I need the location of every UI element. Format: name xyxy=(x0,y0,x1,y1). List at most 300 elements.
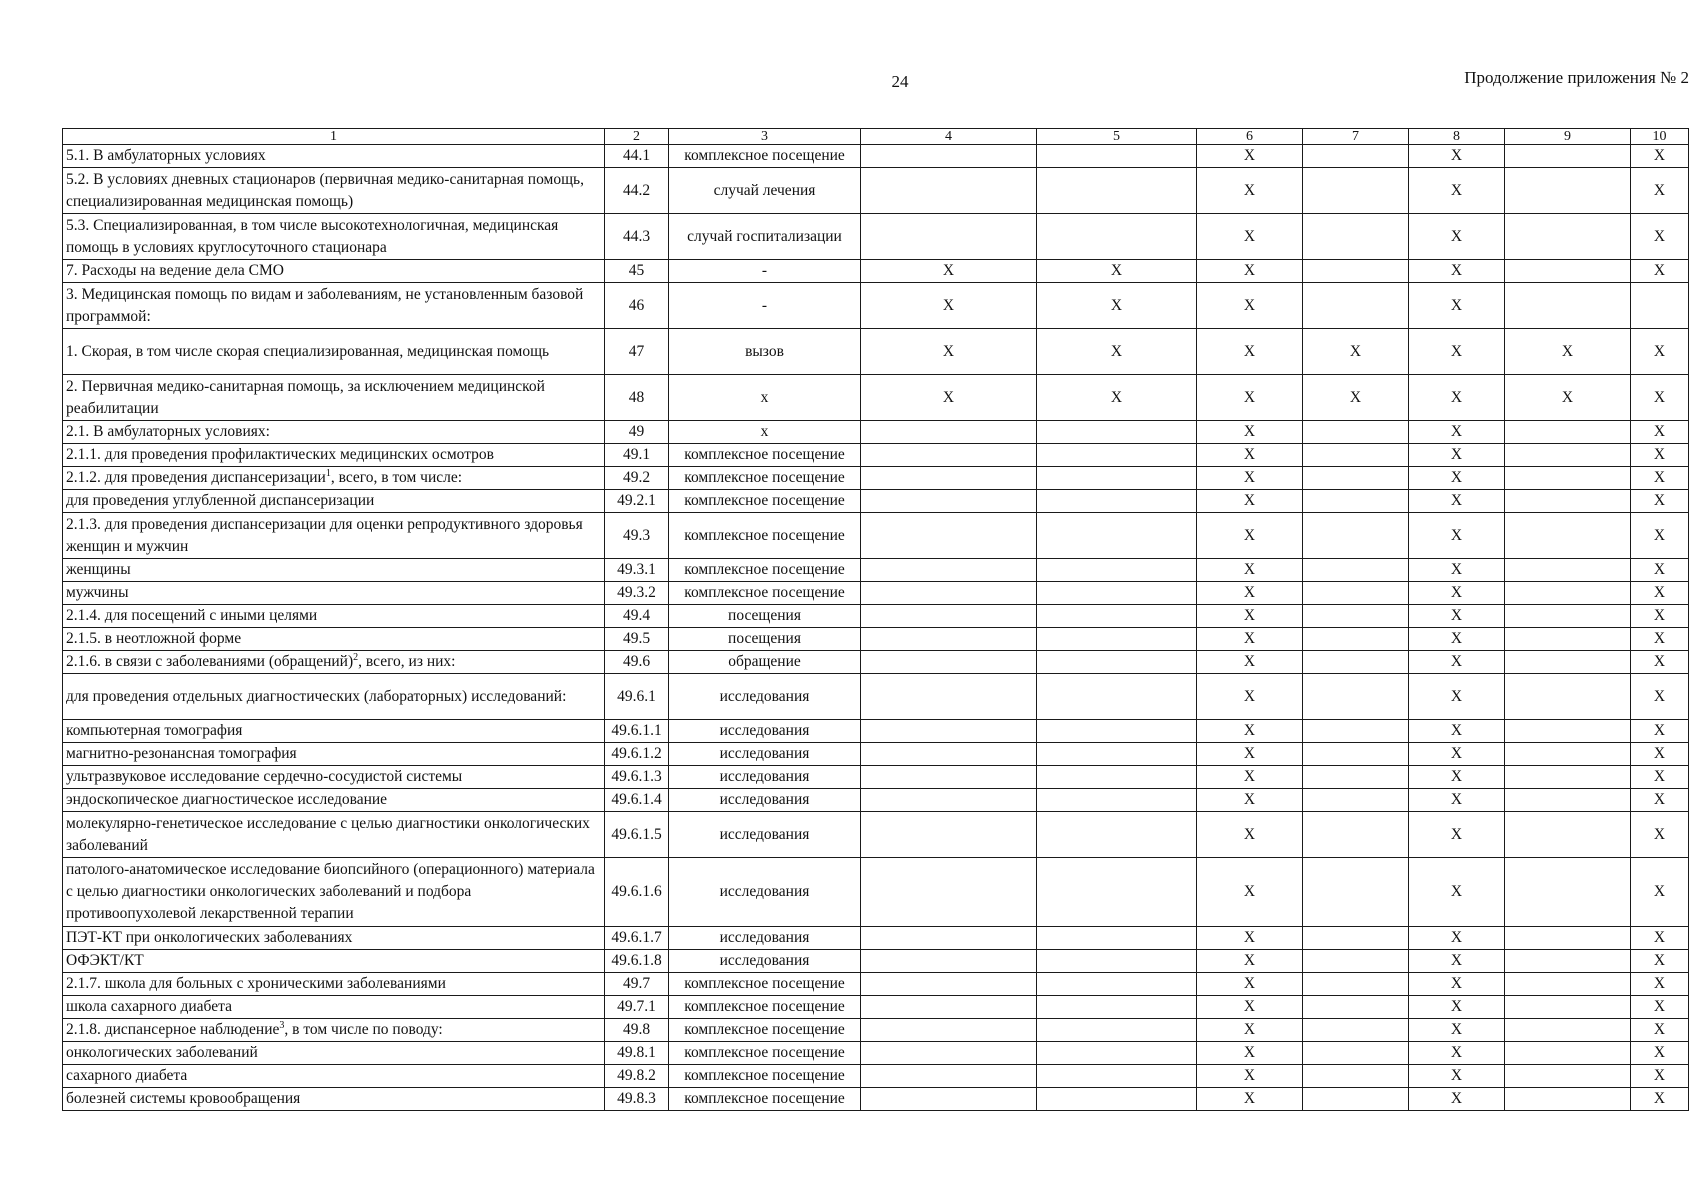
mark-cell-8: Х xyxy=(1409,674,1505,720)
mark-cell-5 xyxy=(1037,1019,1197,1042)
mark-cell-7 xyxy=(1303,444,1409,467)
mark-cell-10: Х xyxy=(1631,927,1689,950)
row-name xyxy=(63,743,605,766)
table-row xyxy=(63,996,1689,1019)
mark-cell-7 xyxy=(1303,766,1409,789)
row-name-text: патолого-анатомическое исследование биопсийного (операционного) материала с целью диагностики онкологических заболеваний и подбора противоопухолевой лекарственной терапии xyxy=(66,861,595,922)
row-name xyxy=(63,605,605,628)
row-unit: случай лечения xyxy=(669,168,861,214)
mark-cell-8: Х xyxy=(1409,927,1505,950)
table-row xyxy=(63,444,1689,467)
mark-cell-5 xyxy=(1037,168,1197,214)
mark-cell-5 xyxy=(1037,927,1197,950)
row-code: 48 xyxy=(605,375,669,421)
mark-cell-9 xyxy=(1505,674,1631,720)
mark-cell-5 xyxy=(1037,214,1197,260)
mark-cell-4 xyxy=(861,145,1037,168)
mark-cell-8: Х xyxy=(1409,582,1505,605)
row-unit: исследования xyxy=(669,743,861,766)
row-name-text: 5.2. В условиях дневных стационаров (первичная медико-санитарная помощь, специализированная медицинская помощь) xyxy=(66,170,584,210)
row-name xyxy=(63,766,605,789)
mark-cell-8: Х xyxy=(1409,375,1505,421)
mark-cell-9 xyxy=(1505,214,1631,260)
mark-cell-6: Х xyxy=(1197,1042,1303,1065)
mark-cell-5: Х xyxy=(1037,375,1197,421)
row-name-text: 2.1.3. для проведения диспансеризации для оценки репродуктивного здоровья женщин и мужчин xyxy=(66,515,583,555)
table-row xyxy=(63,260,1689,283)
row-name-text: 7. Расходы на ведение дела СМО xyxy=(66,262,284,279)
mark-cell-6: Х xyxy=(1197,950,1303,973)
table-row xyxy=(63,651,1689,674)
mark-cell-8: Х xyxy=(1409,260,1505,283)
row-name-text: ПЭТ-КТ при онкологических заболеваниях xyxy=(66,929,353,946)
column-number: 1 xyxy=(63,129,605,145)
mark-cell-9 xyxy=(1505,168,1631,214)
table-row xyxy=(63,490,1689,513)
mark-cell-10: Х xyxy=(1631,789,1689,812)
mark-cell-4 xyxy=(861,674,1037,720)
mark-cell-5 xyxy=(1037,973,1197,996)
mark-cell-6: Х xyxy=(1197,674,1303,720)
mark-cell-5 xyxy=(1037,1042,1197,1065)
mark-cell-8: Х xyxy=(1409,1019,1505,1042)
mark-cell-7 xyxy=(1303,973,1409,996)
row-unit: исследования xyxy=(669,858,861,927)
column-number: 6 xyxy=(1197,129,1303,145)
row-name xyxy=(63,1065,605,1088)
mark-cell-6: Х xyxy=(1197,812,1303,858)
table-row xyxy=(63,950,1689,973)
row-name-tail: , в том числе по поводу: xyxy=(284,1021,443,1038)
row-name xyxy=(63,375,605,421)
mark-cell-8: Х xyxy=(1409,214,1505,260)
mark-cell-5 xyxy=(1037,743,1197,766)
row-unit: исследования xyxy=(669,950,861,973)
mark-cell-4: Х xyxy=(861,329,1037,375)
mark-cell-9 xyxy=(1505,766,1631,789)
mark-cell-4 xyxy=(861,1088,1037,1111)
mark-cell-4 xyxy=(861,1042,1037,1065)
row-code: 49.6.1.2 xyxy=(605,743,669,766)
mark-cell-10: Х xyxy=(1631,720,1689,743)
mark-cell-7 xyxy=(1303,743,1409,766)
mark-cell-4 xyxy=(861,467,1037,490)
table-row xyxy=(63,743,1689,766)
mark-cell-5 xyxy=(1037,1065,1197,1088)
mark-cell-6: Х xyxy=(1197,582,1303,605)
row-name-text: ОФЭКТ/КТ xyxy=(66,952,144,969)
mark-cell-5 xyxy=(1037,490,1197,513)
row-unit: комплексное посещение xyxy=(669,1019,861,1042)
mark-cell-9 xyxy=(1505,973,1631,996)
table-row xyxy=(63,789,1689,812)
table-row xyxy=(63,628,1689,651)
mark-cell-5 xyxy=(1037,812,1197,858)
row-name xyxy=(63,674,605,720)
row-code: 49.8.3 xyxy=(605,1088,669,1111)
mark-cell-10: Х xyxy=(1631,1019,1689,1042)
table-row xyxy=(63,214,1689,260)
table-row xyxy=(63,1019,1689,1042)
mark-cell-4 xyxy=(861,743,1037,766)
mark-cell-4 xyxy=(861,513,1037,559)
row-name xyxy=(63,973,605,996)
mark-cell-7: Х xyxy=(1303,329,1409,375)
mark-cell-7 xyxy=(1303,490,1409,513)
mark-cell-8: Х xyxy=(1409,651,1505,674)
mark-cell-7 xyxy=(1303,789,1409,812)
column-number: 7 xyxy=(1303,129,1409,145)
mark-cell-4 xyxy=(861,789,1037,812)
row-unit: исследования xyxy=(669,766,861,789)
mark-cell-7 xyxy=(1303,812,1409,858)
mark-cell-5 xyxy=(1037,559,1197,582)
mark-cell-4 xyxy=(861,812,1037,858)
mark-cell-7 xyxy=(1303,145,1409,168)
row-unit: х xyxy=(669,375,861,421)
column-number: 2 xyxy=(605,129,669,145)
mark-cell-9 xyxy=(1505,513,1631,559)
mark-cell-6: Х xyxy=(1197,720,1303,743)
row-code: 49.3.1 xyxy=(605,559,669,582)
mark-cell-7 xyxy=(1303,720,1409,743)
mark-cell-8: Х xyxy=(1409,467,1505,490)
mark-cell-7 xyxy=(1303,559,1409,582)
mark-cell-10: Х xyxy=(1631,145,1689,168)
row-name-text: 2.1.4. для посещений с иными целями xyxy=(66,607,318,624)
mark-cell-10: Х xyxy=(1631,1065,1689,1088)
mark-cell-9 xyxy=(1505,467,1631,490)
mark-cell-4 xyxy=(861,927,1037,950)
mark-cell-5 xyxy=(1037,766,1197,789)
mark-cell-9 xyxy=(1505,858,1631,927)
mark-cell-4: Х xyxy=(861,375,1037,421)
row-name xyxy=(63,467,605,490)
table-row xyxy=(63,766,1689,789)
mark-cell-8: Х xyxy=(1409,490,1505,513)
row-unit: х xyxy=(669,421,861,444)
mark-cell-6: Х xyxy=(1197,766,1303,789)
mark-cell-8: Х xyxy=(1409,950,1505,973)
table-row xyxy=(63,467,1689,490)
row-name xyxy=(63,950,605,973)
mark-cell-8: Х xyxy=(1409,1088,1505,1111)
mark-cell-8: Х xyxy=(1409,168,1505,214)
table-body xyxy=(63,129,1689,1111)
mark-cell-5 xyxy=(1037,789,1197,812)
mark-cell-10: Х xyxy=(1631,674,1689,720)
row-code: 44.3 xyxy=(605,214,669,260)
column-number: 8 xyxy=(1409,129,1505,145)
row-name-text: ультразвуковое исследование сердечно-сосудистой системы xyxy=(66,768,463,785)
row-code: 49.6.1.5 xyxy=(605,812,669,858)
row-name xyxy=(63,145,605,168)
table-row xyxy=(63,283,1689,329)
mark-cell-10: Х xyxy=(1631,858,1689,927)
mark-cell-6: Х xyxy=(1197,168,1303,214)
mark-cell-8: Х xyxy=(1409,559,1505,582)
mark-cell-6: Х xyxy=(1197,145,1303,168)
table-row xyxy=(63,168,1689,214)
table-row xyxy=(63,421,1689,444)
row-name-text: 2.1.7. школа для больных с хроническими заболеваниями xyxy=(66,975,446,992)
row-name-text: мужчины xyxy=(66,584,129,601)
mark-cell-9 xyxy=(1505,1019,1631,1042)
row-code: 45 xyxy=(605,260,669,283)
row-code: 49.7.1 xyxy=(605,996,669,1019)
mark-cell-7 xyxy=(1303,260,1409,283)
row-name xyxy=(63,996,605,1019)
mark-cell-7 xyxy=(1303,605,1409,628)
table-row xyxy=(63,1088,1689,1111)
mark-cell-7 xyxy=(1303,1088,1409,1111)
row-name xyxy=(63,812,605,858)
mark-cell-4 xyxy=(861,766,1037,789)
footnote-mark: 2 xyxy=(353,651,359,663)
mark-cell-8: Х xyxy=(1409,145,1505,168)
mark-cell-9 xyxy=(1505,996,1631,1019)
row-name-text: школа сахарного диабета xyxy=(66,998,232,1015)
mark-cell-5 xyxy=(1037,582,1197,605)
row-name-text: 5.3. Специализированная, в том числе высокотехнологичная, медицинская помощь в условиях круглосуточного стационара xyxy=(66,216,559,256)
table-row xyxy=(63,1042,1689,1065)
mark-cell-7 xyxy=(1303,283,1409,329)
mark-cell-6: Х xyxy=(1197,260,1303,283)
row-name-tail: , всего, в том числе: xyxy=(330,469,463,486)
mark-cell-8: Х xyxy=(1409,766,1505,789)
row-unit: комплексное посещение xyxy=(669,1042,861,1065)
row-code: 49.8.1 xyxy=(605,1042,669,1065)
mark-cell-4 xyxy=(861,421,1037,444)
row-name-tail: , всего, из них: xyxy=(358,653,456,670)
mark-cell-10: Х xyxy=(1631,743,1689,766)
mark-cell-7 xyxy=(1303,168,1409,214)
mark-cell-4 xyxy=(861,582,1037,605)
row-name-text: для проведения отдельных диагностических (лабораторных) исследований: xyxy=(66,687,567,705)
row-name xyxy=(63,927,605,950)
row-code: 49.2 xyxy=(605,467,669,490)
row-name xyxy=(63,329,605,375)
mark-cell-5 xyxy=(1037,421,1197,444)
row-name xyxy=(63,283,605,329)
mark-cell-9 xyxy=(1505,421,1631,444)
row-code: 49.3.2 xyxy=(605,582,669,605)
row-unit: комплексное посещение xyxy=(669,1065,861,1088)
column-number: 5 xyxy=(1037,129,1197,145)
table-row xyxy=(63,145,1689,168)
table-row xyxy=(63,674,1689,720)
row-name xyxy=(63,582,605,605)
mark-cell-8: Х xyxy=(1409,1042,1505,1065)
mark-cell-6: Х xyxy=(1197,743,1303,766)
mark-cell-7 xyxy=(1303,1019,1409,1042)
mark-cell-10: Х xyxy=(1631,168,1689,214)
mark-cell-9 xyxy=(1505,582,1631,605)
row-unit: исследования xyxy=(669,789,861,812)
mark-cell-6: Х xyxy=(1197,927,1303,950)
mark-cell-4 xyxy=(861,858,1037,927)
row-name xyxy=(63,260,605,283)
mark-cell-9 xyxy=(1505,651,1631,674)
row-code: 49.1 xyxy=(605,444,669,467)
mark-cell-5 xyxy=(1037,467,1197,490)
mark-cell-6: Х xyxy=(1197,996,1303,1019)
row-name-text: 2.1.5. в неотложной форме xyxy=(66,630,242,647)
row-name-text: женщины xyxy=(66,561,131,578)
row-name-text: 2.1.8. диспансерное наблюдение xyxy=(66,1021,280,1038)
mark-cell-9 xyxy=(1505,743,1631,766)
mark-cell-6: Х xyxy=(1197,1065,1303,1088)
mark-cell-6: Х xyxy=(1197,467,1303,490)
row-code: 49.6.1 xyxy=(605,674,669,720)
mark-cell-5 xyxy=(1037,651,1197,674)
row-unit: комплексное посещение xyxy=(669,145,861,168)
row-unit: комплексное посещение xyxy=(669,1088,861,1111)
mark-cell-5 xyxy=(1037,950,1197,973)
mark-cell-9 xyxy=(1505,812,1631,858)
mark-cell-10: Х xyxy=(1631,260,1689,283)
mark-cell-7 xyxy=(1303,628,1409,651)
mark-cell-5 xyxy=(1037,1088,1197,1111)
table-row xyxy=(63,559,1689,582)
mark-cell-6: Х xyxy=(1197,789,1303,812)
mark-cell-7 xyxy=(1303,950,1409,973)
row-name-text: магнитно-резонансная томография xyxy=(66,745,297,762)
mark-cell-8: Х xyxy=(1409,421,1505,444)
mark-cell-10: Х xyxy=(1631,766,1689,789)
row-code: 49.2.1 xyxy=(605,490,669,513)
mark-cell-4 xyxy=(861,444,1037,467)
mark-cell-6: Х xyxy=(1197,1019,1303,1042)
row-unit: посещения xyxy=(669,628,861,651)
row-code: 44.2 xyxy=(605,168,669,214)
row-name xyxy=(63,720,605,743)
mark-cell-4 xyxy=(861,559,1037,582)
mark-cell-4 xyxy=(861,1065,1037,1088)
mark-cell-4: Х xyxy=(861,260,1037,283)
mark-cell-10: Х xyxy=(1631,513,1689,559)
mark-cell-7 xyxy=(1303,1042,1409,1065)
row-unit: исследования xyxy=(669,812,861,858)
mark-cell-5: Х xyxy=(1037,329,1197,375)
mark-cell-9 xyxy=(1505,444,1631,467)
row-name-text: 2.1. В амбулаторных условиях: xyxy=(66,423,270,440)
row-code: 49.6 xyxy=(605,651,669,674)
mark-cell-10: Х xyxy=(1631,490,1689,513)
mark-cell-5: Х xyxy=(1037,283,1197,329)
mark-cell-5 xyxy=(1037,628,1197,651)
mark-cell-10: Х xyxy=(1631,996,1689,1019)
mark-cell-4 xyxy=(861,1019,1037,1042)
mark-cell-6: Х xyxy=(1197,421,1303,444)
mark-cell-9 xyxy=(1505,260,1631,283)
mark-cell-9 xyxy=(1505,628,1631,651)
mark-cell-4: Х xyxy=(861,283,1037,329)
mark-cell-9 xyxy=(1505,789,1631,812)
mark-cell-9 xyxy=(1505,1065,1631,1088)
row-code: 47 xyxy=(605,329,669,375)
mark-cell-10: Х xyxy=(1631,1042,1689,1065)
mark-cell-10 xyxy=(1631,283,1689,329)
mark-cell-7 xyxy=(1303,858,1409,927)
table-row xyxy=(63,858,1689,927)
table-row xyxy=(63,605,1689,628)
row-name-text: сахарного диабета xyxy=(66,1067,188,1084)
table-row xyxy=(63,812,1689,858)
row-code: 49.8 xyxy=(605,1019,669,1042)
mark-cell-9 xyxy=(1505,927,1631,950)
table-row xyxy=(63,927,1689,950)
mark-cell-4 xyxy=(861,605,1037,628)
mark-cell-4 xyxy=(861,628,1037,651)
mark-cell-9: Х xyxy=(1505,329,1631,375)
mark-cell-7 xyxy=(1303,1065,1409,1088)
mark-cell-4 xyxy=(861,973,1037,996)
column-number: 9 xyxy=(1505,129,1631,145)
row-unit: случай госпитализации xyxy=(669,214,861,260)
mark-cell-6: Х xyxy=(1197,283,1303,329)
mark-cell-8: Х xyxy=(1409,628,1505,651)
row-name xyxy=(63,1042,605,1065)
mark-cell-5 xyxy=(1037,444,1197,467)
row-code: 49.7 xyxy=(605,973,669,996)
mark-cell-7 xyxy=(1303,651,1409,674)
table-row xyxy=(63,375,1689,421)
row-unit: комплексное посещение xyxy=(669,559,861,582)
mark-cell-9 xyxy=(1505,1088,1631,1111)
mark-cell-5 xyxy=(1037,145,1197,168)
footnote-mark: 3 xyxy=(279,1019,285,1031)
row-unit: комплексное посещение xyxy=(669,973,861,996)
row-unit: исследования xyxy=(669,720,861,743)
table-row xyxy=(63,513,1689,559)
mark-cell-5 xyxy=(1037,996,1197,1019)
row-name xyxy=(63,421,605,444)
mark-cell-7 xyxy=(1303,582,1409,605)
mark-cell-5 xyxy=(1037,674,1197,720)
mark-cell-6: Х xyxy=(1197,1088,1303,1111)
row-code: 49.6.1.3 xyxy=(605,766,669,789)
mark-cell-7 xyxy=(1303,467,1409,490)
mark-cell-9 xyxy=(1505,950,1631,973)
mark-cell-8: Х xyxy=(1409,720,1505,743)
row-name xyxy=(63,490,605,513)
mark-cell-10: Х xyxy=(1631,973,1689,996)
mark-cell-8: Х xyxy=(1409,858,1505,927)
mark-cell-6: Х xyxy=(1197,444,1303,467)
mark-cell-4 xyxy=(861,214,1037,260)
mark-cell-5 xyxy=(1037,513,1197,559)
mark-cell-6: Х xyxy=(1197,973,1303,996)
row-unit: комплексное посещение xyxy=(669,513,861,559)
row-name xyxy=(63,513,605,559)
mark-cell-6: Х xyxy=(1197,651,1303,674)
row-name-text: 1. Скорая, в том числе скорая специализированная, медицинская помощь xyxy=(66,342,550,360)
mark-cell-8: Х xyxy=(1409,1065,1505,1088)
mark-cell-4 xyxy=(861,996,1037,1019)
table-row xyxy=(63,973,1689,996)
mark-cell-6: Х xyxy=(1197,858,1303,927)
mark-cell-6: Х xyxy=(1197,628,1303,651)
row-name-text: онкологических заболеваний xyxy=(66,1044,258,1061)
mark-cell-6: Х xyxy=(1197,375,1303,421)
column-number: 4 xyxy=(861,129,1037,145)
mark-cell-10: Х xyxy=(1631,329,1689,375)
mark-cell-7 xyxy=(1303,421,1409,444)
row-name-text: 2.1.6. в связи с заболеваниями (обращений) xyxy=(66,653,354,670)
row-name-text: эндоскопическое диагностическое исследование xyxy=(66,791,388,808)
row-name-text: для проведения углубленной диспансеризации xyxy=(66,492,375,509)
